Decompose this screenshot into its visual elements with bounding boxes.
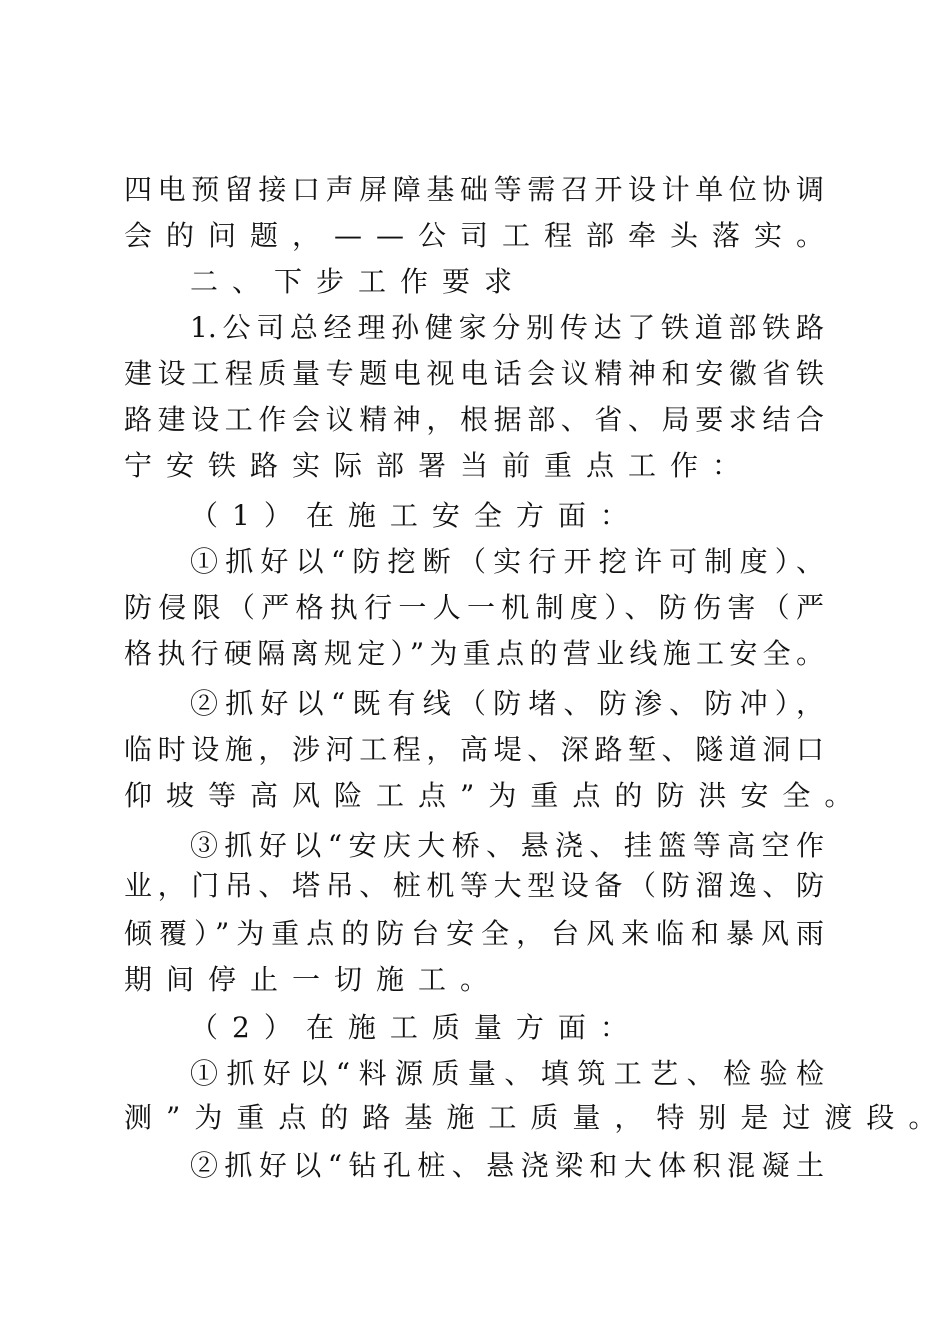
text-line-2: 会的问题，——公司工程部牵头落实。 bbox=[124, 219, 839, 252]
text-line-10: 防侵限（严格执行一人一机制度）、防伤害（严 bbox=[124, 591, 824, 624]
section-heading: 二、下步工作要求 bbox=[190, 265, 527, 298]
text-line-15: ③抓好以“安庆大桥、悬浇、挂篮等高空作 bbox=[190, 829, 824, 862]
text-line-6: 路建设工作会议精神，根据部、省、局要求结合 bbox=[124, 403, 824, 436]
text-line-21: 测”为重点的路基施工质量，特别是过渡段。 bbox=[124, 1101, 950, 1134]
text-line-7: 宁安铁路实际部署当前重点工作： bbox=[124, 449, 755, 482]
text-line-4: 1.公司总经理孙健家分别传达了铁道部铁路 bbox=[190, 311, 824, 344]
text-line-22: ②抓好以“钻孔桩、悬浇梁和大体积混凝土 bbox=[190, 1149, 824, 1182]
text-line-11: 格执行硬隔离规定）”为重点的营业线施工安全。 bbox=[124, 637, 824, 670]
text-line-14: 仰坡等高风险工点”为重点的防洪安全。 bbox=[124, 779, 867, 812]
text-line-18: 期间停止一切施工。 bbox=[124, 963, 503, 996]
text-line-12: ②抓好以“既有线（防堵、防渗、防冲）， bbox=[190, 687, 824, 720]
text-line-1: 四电预留接口声屏障基础等需召开设计单位协调 bbox=[124, 173, 824, 206]
subsection-heading-safety: （1）在施工安全方面： bbox=[190, 499, 642, 532]
subsection-heading-quality: （2）在施工质量方面： bbox=[190, 1011, 642, 1044]
text-line-16: 业，门吊、塔吊、桩机等大型设备（防溜逸、防 bbox=[124, 869, 824, 902]
text-line-13: 临时设施，涉河工程，高堤、深路堑、隧道洞口 bbox=[124, 733, 824, 766]
text-line-17: 倾覆）”为重点的防台安全，台风来临和暴风雨 bbox=[124, 917, 824, 950]
text-line-20: ①抓好以“料源质量、填筑工艺、检验检 bbox=[190, 1057, 824, 1090]
text-line-5: 建设工程质量专题电视电话会议精神和安徽省铁 bbox=[124, 357, 824, 390]
text-line-9: ①抓好以“防挖断（实行开挖许可制度）、 bbox=[190, 545, 824, 578]
